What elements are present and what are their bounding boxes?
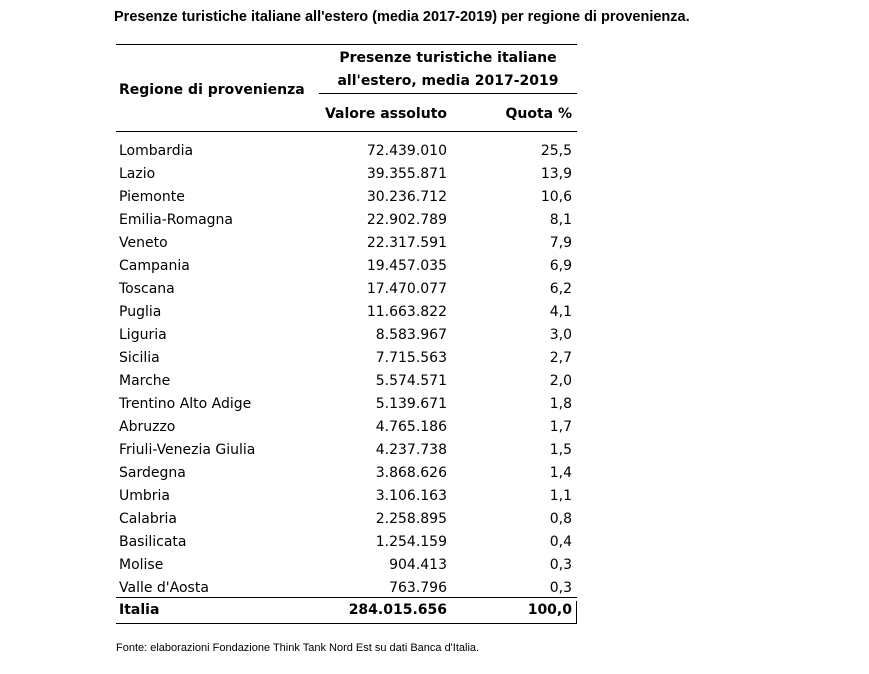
total-row [0, 599, 869, 622]
row-region: Valle d'Aosta [119, 580, 209, 596]
row-value: 5.139.671 [375, 396, 447, 412]
row-quota: 25,5 [540, 143, 572, 159]
table-row [0, 393, 869, 416]
table-row [0, 186, 869, 209]
row-quota: 13,9 [540, 166, 572, 182]
row-value: 904.413 [389, 557, 447, 573]
region-column-header: Regione di provenienza [119, 82, 305, 98]
row-region: Trentino Alto Adige [119, 396, 252, 412]
table-bottom-rule [116, 623, 577, 624]
row-region: Veneto [119, 235, 168, 251]
row-region: Friuli-Venezia Giulia [119, 442, 256, 458]
table-row [0, 232, 869, 255]
row-region: Calabria [119, 511, 177, 527]
quota-column-header: Quota % [505, 106, 572, 122]
row-region: Puglia [119, 304, 162, 320]
row-quota: 0,3 [549, 580, 572, 596]
table-row [0, 163, 869, 186]
table-top-rule [116, 44, 577, 45]
row-quota: 6,9 [549, 258, 572, 274]
row-quota: 8,1 [549, 212, 572, 228]
table-body [0, 140, 869, 600]
row-value: 30.236.712 [366, 189, 447, 205]
table-row [0, 531, 869, 554]
row-value: 11.663.822 [366, 304, 447, 320]
group-header-line1: Presenze turistiche italiane [339, 50, 557, 66]
row-quota: 1,4 [549, 465, 572, 481]
table-row [0, 140, 869, 163]
total-right-border [576, 601, 577, 623]
row-region: Liguria [119, 327, 167, 343]
total-value: 284.015.656 [348, 602, 447, 618]
row-value: 3.868.626 [375, 465, 447, 481]
row-quota: 0,3 [549, 557, 572, 573]
row-quota: 6,2 [549, 281, 572, 297]
row-region: Molise [119, 557, 164, 573]
value-column-header: Valore assoluto [324, 106, 447, 122]
row-region: Toscana [119, 281, 175, 297]
table-row [0, 324, 869, 347]
table-row [0, 416, 869, 439]
row-value: 17.470.077 [366, 281, 447, 297]
total-quota: 100,0 [527, 602, 572, 618]
row-value: 72.439.010 [366, 143, 447, 159]
row-quota: 4,1 [549, 304, 572, 320]
row-value: 22.902.789 [366, 212, 447, 228]
row-quota: 1,1 [549, 488, 572, 504]
table-row [0, 209, 869, 232]
row-region: Sicilia [119, 350, 160, 366]
row-value: 22.317.591 [366, 235, 447, 251]
total-top-rule [116, 597, 577, 598]
table-row [0, 439, 869, 462]
row-quota: 10,6 [540, 189, 572, 205]
table-row [0, 301, 869, 324]
row-region: Emilia-Romagna [119, 212, 234, 228]
row-quota: 0,4 [549, 534, 572, 550]
row-region: Campania [119, 258, 190, 274]
row-quota: 3,0 [549, 327, 572, 343]
row-region: Sardegna [119, 465, 186, 481]
row-value: 2.258.895 [375, 511, 447, 527]
row-quota: 0,8 [549, 511, 572, 527]
row-quota: 2,7 [549, 350, 572, 366]
row-value: 3.106.163 [375, 488, 447, 504]
table-row [0, 508, 869, 531]
row-value: 763.796 [389, 580, 447, 596]
row-quota: 2,0 [549, 373, 572, 389]
table-row [0, 462, 869, 485]
row-region: Abruzzo [119, 419, 176, 435]
row-value: 4.237.738 [375, 442, 447, 458]
row-region: Marche [119, 373, 171, 389]
row-region: Lombardia [119, 143, 194, 159]
row-region: Basilicata [119, 534, 187, 550]
row-value: 7.715.563 [375, 350, 447, 366]
row-region: Umbria [119, 488, 170, 504]
row-value: 39.355.871 [366, 166, 447, 182]
row-value: 5.574.571 [375, 373, 447, 389]
row-value: 4.765.186 [375, 419, 447, 435]
group-header-line2: all'estero, media 2017-2019 [337, 73, 559, 89]
row-value: 8.583.967 [375, 327, 447, 343]
total-region: Italia [119, 602, 160, 618]
group-header-rule [319, 93, 577, 94]
table-row [0, 347, 869, 370]
table-row [0, 278, 869, 301]
row-quota: 1,5 [549, 442, 572, 458]
row-region: Lazio [119, 166, 156, 182]
row-value: 1.254.159 [375, 534, 447, 550]
header-bottom-rule [116, 131, 577, 132]
row-quota: 1,7 [549, 419, 572, 435]
table-row [0, 485, 869, 508]
row-quota: 7,9 [549, 235, 572, 251]
table-row [0, 554, 869, 577]
source-note: Fonte: elaborazioni Fondazione Think Tank Nord Est su dati Banca d'Italia. [116, 642, 480, 654]
table-row [0, 370, 869, 393]
row-region: Piemonte [119, 189, 185, 205]
row-value: 19.457.035 [366, 258, 447, 274]
table-title: Presenze turistiche italiane all'estero (media 2017-2019) per regione di provenienza. [114, 9, 690, 25]
table-row [0, 255, 869, 278]
row-quota: 1,8 [549, 396, 572, 412]
